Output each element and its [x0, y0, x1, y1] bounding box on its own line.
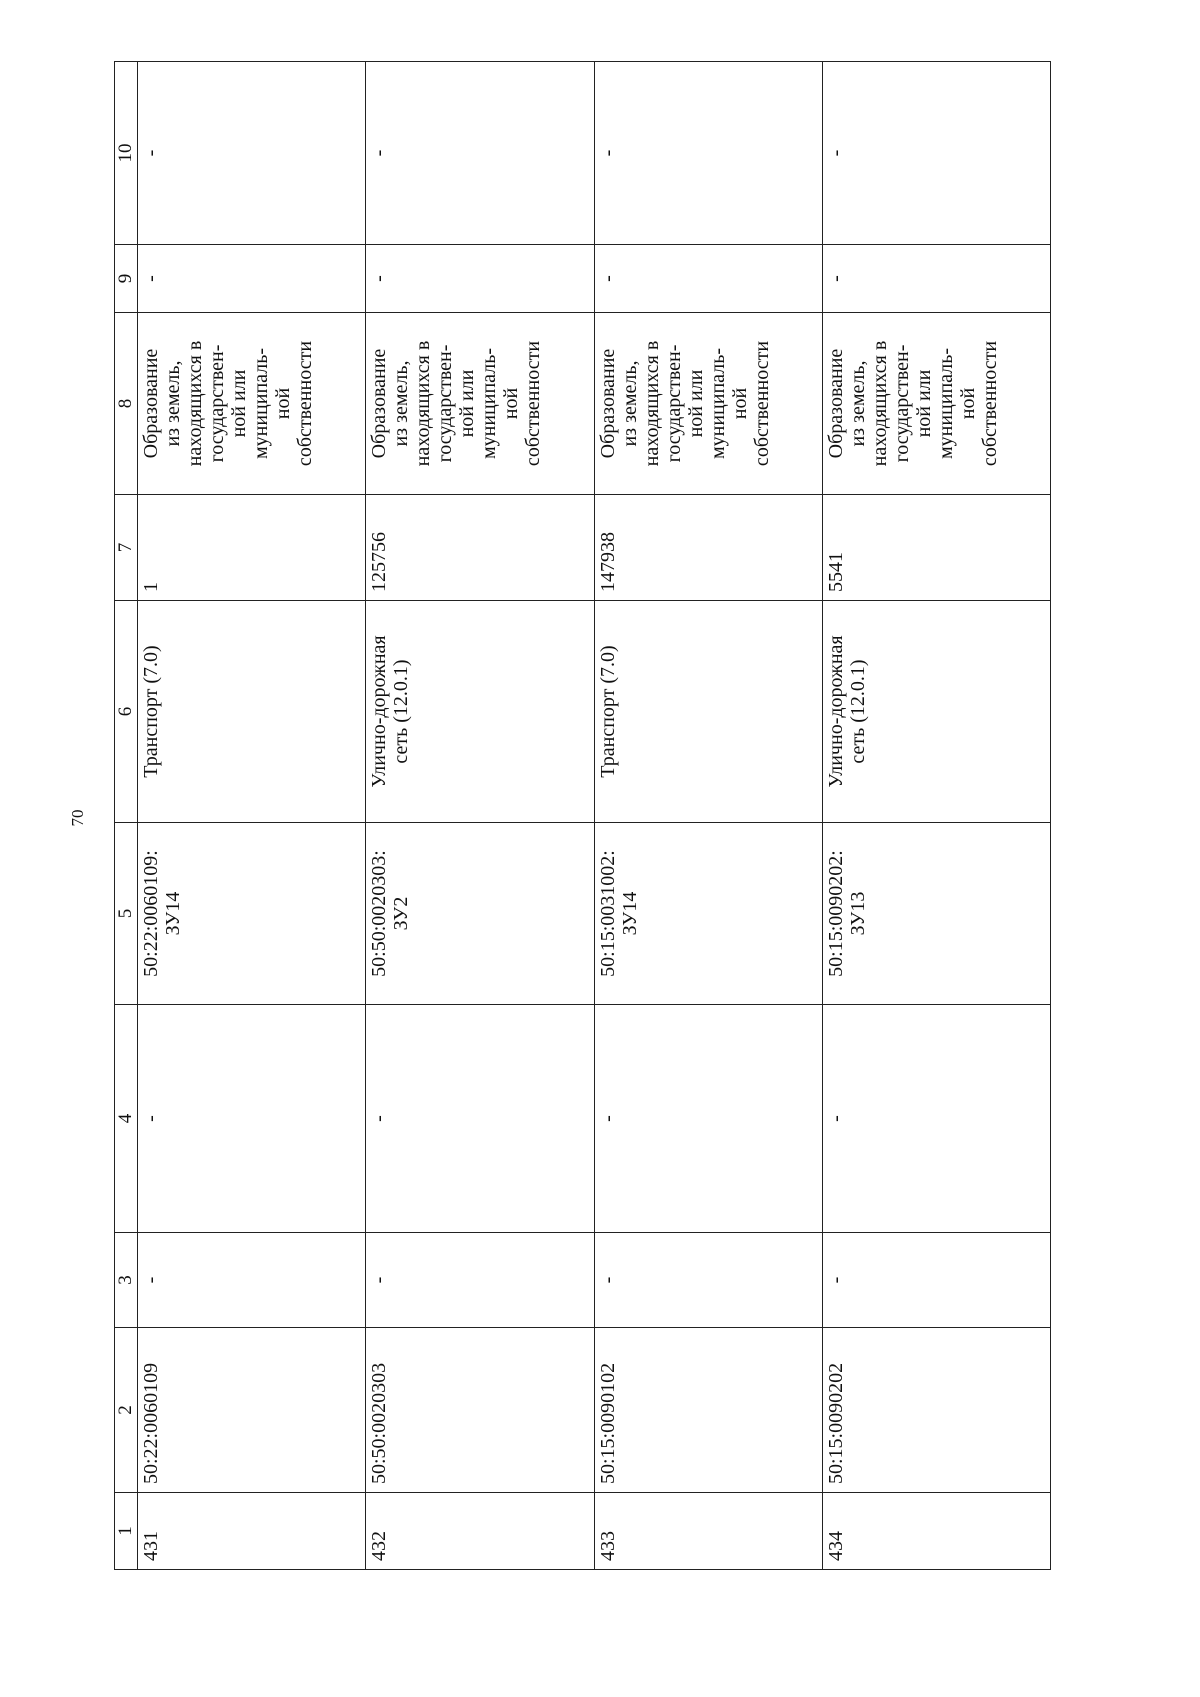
col-header-7: 7	[115, 495, 138, 601]
cell-col10: -	[138, 62, 366, 245]
cell-area: 5541	[822, 495, 1050, 601]
table-row	[822, 62, 1050, 1570]
cell-plot-designation	[822, 823, 1050, 1005]
cell-col3: -	[138, 1233, 366, 1328]
cell-formation-method	[594, 313, 822, 495]
cell-formation-method	[366, 313, 594, 495]
page-number: 70	[68, 809, 87, 827]
col-header-8: 8	[115, 313, 138, 495]
cell-permitted-use	[822, 601, 1050, 823]
col-header-6: 6	[115, 601, 138, 823]
plot-designation-text: 50:22:0060109: ЗУ14	[140, 850, 184, 977]
cell-col10: -	[822, 62, 1050, 245]
formation-method-text: Образование из земель, находящихся в государствен- ной или муниципаль- ной собственности	[368, 340, 545, 467]
cell-row-number: 431	[138, 1493, 366, 1570]
cell-row-number: 432	[366, 1493, 594, 1570]
col-header-9: 9	[115, 245, 138, 313]
cell-formation-method	[138, 313, 366, 495]
cell-col4: -	[594, 1005, 822, 1233]
cell-area: 147938	[594, 495, 822, 601]
table-row	[366, 62, 594, 1570]
cell-plot-designation	[594, 823, 822, 1005]
table-row	[594, 62, 822, 1570]
cell-cadastral-quarter: 50:22:0060109	[138, 1328, 366, 1493]
cell-col9: -	[594, 245, 822, 313]
cell-col10: -	[366, 62, 594, 245]
col-header-2: 2	[115, 1328, 138, 1493]
cell-col3: -	[366, 1233, 594, 1328]
cell-area: 1	[138, 495, 366, 601]
cell-cadastral-quarter: 50:15:0090102	[594, 1328, 822, 1493]
plot-designation-text: 50:15:0090202: ЗУ13	[824, 850, 869, 977]
plot-designation-text: 50:15:0031002: ЗУ14	[596, 850, 641, 977]
col-header-10: 10	[115, 62, 138, 245]
col-header-1: 1	[115, 1493, 138, 1570]
land-plots-table	[114, 61, 1051, 1570]
formation-method-text: Образование из земель, находящихся в государствен- ной или муниципаль- ной собственности	[824, 340, 1001, 467]
permitted-use-text: Транспорт (7.0)	[596, 645, 619, 778]
cell-col3: -	[594, 1233, 822, 1328]
cell-plot-designation	[138, 823, 366, 1005]
cell-permitted-use	[594, 601, 822, 823]
cell-col10: -	[594, 62, 822, 245]
cell-col4: -	[366, 1005, 594, 1233]
table-row	[138, 62, 366, 1570]
cell-col9: -	[822, 245, 1050, 313]
cell-col9: -	[138, 245, 366, 313]
cell-permitted-use	[138, 601, 366, 823]
col-header-5: 5	[115, 823, 138, 1005]
cell-area: 125756	[366, 495, 594, 601]
cell-col3: -	[822, 1233, 1050, 1328]
permitted-use-text: Улично-дорожная сеть (12.0.1)	[824, 635, 869, 788]
cell-row-number: 433	[594, 1493, 822, 1570]
cell-permitted-use	[366, 601, 594, 823]
col-header-3: 3	[115, 1233, 138, 1328]
cell-col9: -	[366, 245, 594, 313]
header-row	[115, 62, 138, 1570]
cell-col4: -	[822, 1005, 1050, 1233]
col-header-4: 4	[115, 1005, 138, 1233]
cell-row-number: 434	[822, 1493, 1050, 1570]
formation-method-text: Образование из земель, находящихся в государствен- ной или муниципаль- ной собственности	[140, 340, 316, 467]
cell-cadastral-quarter: 50:15:0090202	[822, 1328, 1050, 1493]
plot-designation-text: 50:50:0020303: ЗУ2	[368, 850, 413, 977]
cell-cadastral-quarter: 50:50:0020303	[366, 1328, 594, 1493]
rotated-table-wrapper	[114, 62, 1051, 1570]
cell-col4: -	[138, 1005, 366, 1233]
cell-formation-method	[822, 313, 1050, 495]
permitted-use-text: Улично-дорожная сеть (12.0.1)	[368, 635, 413, 788]
permitted-use-text: Транспорт (7.0)	[140, 645, 162, 778]
cell-plot-designation	[366, 823, 594, 1005]
formation-method-text: Образование из земель, находящихся в государствен- ной или муниципаль- ной собственности	[596, 340, 773, 467]
